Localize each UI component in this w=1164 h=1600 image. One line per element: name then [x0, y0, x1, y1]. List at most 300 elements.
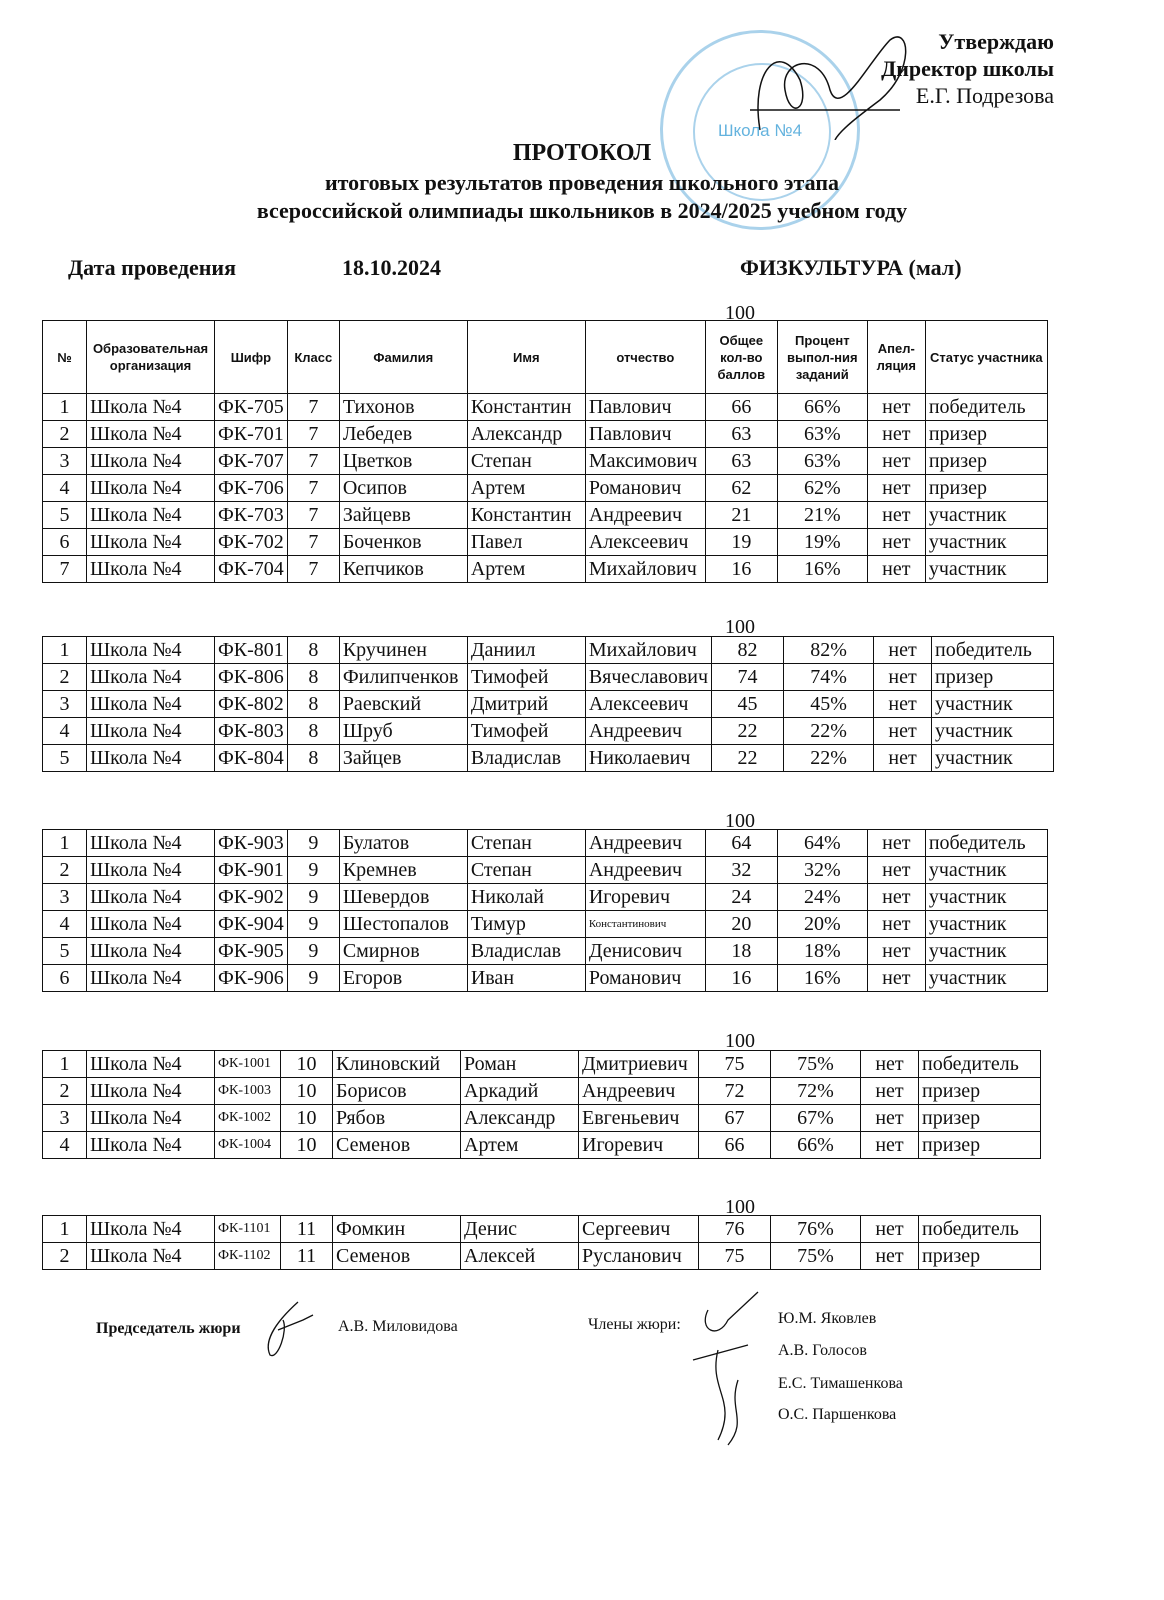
cell-organization: Школа №4: [87, 1216, 215, 1243]
results-table: [42, 1050, 1041, 1159]
cell-surname: Рябов: [333, 1105, 461, 1132]
cell-name: Степан: [467, 857, 585, 884]
table-row: [43, 637, 1054, 664]
cell-status: участник: [925, 502, 1047, 529]
cell-percent: 21%: [777, 502, 867, 529]
cell-name: Степан: [467, 448, 585, 475]
cell-surname: Кручинен: [339, 637, 467, 664]
cell-organization: Школа №4: [87, 529, 215, 556]
document-subtitle-1: итоговых результатов проведения школьного этапа: [324, 170, 840, 195]
cell-score: 72: [699, 1078, 771, 1105]
cell-number: 7: [43, 556, 87, 583]
cell-score: 24: [705, 884, 777, 911]
cell-code: ФК-905: [215, 938, 288, 965]
cell-percent: 66%: [777, 394, 867, 421]
cell-grade: 7: [287, 448, 339, 475]
cell-percent: 72%: [771, 1078, 861, 1105]
table-row: [43, 421, 1048, 448]
results-table: [42, 829, 1048, 992]
cell-code: ФК-901: [215, 857, 288, 884]
approval-block: [881, 28, 1054, 109]
cell-appeal: нет: [867, 965, 925, 992]
cell-surname: Лебедев: [339, 421, 467, 448]
cell-appeal: нет: [867, 830, 925, 857]
cell-status: призер: [925, 475, 1047, 502]
cell-grade: 7: [287, 394, 339, 421]
cell-code: ФК-1003: [215, 1078, 281, 1105]
cell-surname: Фомкин: [333, 1216, 461, 1243]
cell-score: 19: [705, 529, 777, 556]
cell-name: Тимофей: [467, 664, 585, 691]
cell-code: ФК-903: [215, 830, 288, 857]
cell-score: 22: [712, 718, 784, 745]
cell-status: участник: [932, 718, 1054, 745]
cell-patronymic: Максимович: [585, 448, 705, 475]
cell-score: 64: [705, 830, 777, 857]
cell-grade: 8: [287, 745, 339, 772]
cell-code: ФК-707: [215, 448, 288, 475]
cell-code: ФК-803: [215, 718, 288, 745]
cell-percent: 18%: [777, 938, 867, 965]
jury-chair: [96, 1320, 241, 1338]
cell-status: призер: [932, 664, 1054, 691]
cell-grade: 9: [287, 965, 339, 992]
table-row: [43, 911, 1048, 938]
cell-code: ФК-804: [215, 745, 288, 772]
cell-number: 1: [43, 394, 87, 421]
column-header: Класс: [287, 321, 339, 394]
cell-percent: 24%: [777, 884, 867, 911]
cell-percent: 20%: [777, 911, 867, 938]
jury-member: О.С. Паршенкова: [778, 1406, 897, 1423]
cell-percent: 63%: [777, 421, 867, 448]
cell-grade: 7: [287, 529, 339, 556]
cell-score: 75: [699, 1243, 771, 1270]
cell-organization: Школа №4: [87, 718, 215, 745]
cell-organization: Школа №4: [87, 556, 215, 583]
cell-status: призер: [919, 1105, 1041, 1132]
cell-status: участник: [932, 691, 1054, 718]
cell-percent: 75%: [771, 1051, 861, 1078]
cell-code: ФК-1102: [215, 1243, 281, 1270]
cell-appeal: нет: [867, 884, 925, 911]
cell-patronymic: Андреевич: [585, 857, 705, 884]
cell-organization: Школа №4: [87, 664, 215, 691]
column-header: Шифр: [215, 321, 288, 394]
cell-number: 1: [43, 1216, 87, 1243]
cell-score: 66: [705, 394, 777, 421]
cell-score: 76: [699, 1216, 771, 1243]
cell-surname: Борисов: [333, 1078, 461, 1105]
cell-patronymic: Романович: [585, 475, 705, 502]
cell-name: Иван: [467, 965, 585, 992]
cell-grade: 7: [287, 475, 339, 502]
column-header: Статус участника: [925, 321, 1047, 394]
cell-surname: Осипов: [339, 475, 467, 502]
cell-number: 4: [43, 911, 87, 938]
cell-appeal: нет: [861, 1216, 919, 1243]
table-row: [43, 718, 1054, 745]
column-header: Процент выпол-ния заданий: [777, 321, 867, 394]
cell-patronymic: Русланович: [579, 1243, 699, 1270]
cell-appeal: нет: [874, 637, 932, 664]
cell-organization: Школа №4: [87, 857, 215, 884]
cell-status: победитель: [925, 830, 1047, 857]
cell-code: ФК-1004: [215, 1132, 281, 1159]
cell-number: 3: [43, 1105, 87, 1132]
cell-grade: 11: [281, 1243, 333, 1270]
approval-heading: Утверждаю: [938, 29, 1054, 54]
cell-percent: 19%: [777, 529, 867, 556]
members-signatures: [688, 1290, 778, 1450]
cell-status: призер: [925, 421, 1047, 448]
cell-surname: Семенов: [333, 1243, 461, 1270]
cell-status: участник: [925, 938, 1047, 965]
cell-organization: Школа №4: [87, 421, 215, 448]
cell-patronymic: Михайлович: [585, 556, 705, 583]
cell-score: 16: [705, 965, 777, 992]
cell-organization: Школа №4: [87, 1078, 215, 1105]
cell-patronymic: Алексеевич: [585, 529, 705, 556]
cell-score: 63: [705, 448, 777, 475]
cell-percent: 66%: [771, 1132, 861, 1159]
cell-name: Тимофей: [467, 718, 585, 745]
jury-chair-name: А.В. Миловидова: [338, 1318, 458, 1335]
cell-code: ФК-1101: [215, 1216, 281, 1243]
table-row: [43, 884, 1048, 911]
cell-surname: Семенов: [333, 1132, 461, 1159]
cell-organization: Школа №4: [87, 1051, 215, 1078]
cell-surname: Боченков: [339, 529, 467, 556]
cell-name: Артем: [467, 556, 585, 583]
cell-grade: 7: [287, 556, 339, 583]
cell-name: Денис: [461, 1216, 579, 1243]
cell-appeal: нет: [867, 475, 925, 502]
cell-appeal: нет: [867, 394, 925, 421]
cell-patronymic: Дмитриевич: [579, 1051, 699, 1078]
cell-grade: 10: [281, 1051, 333, 1078]
cell-grade: 10: [281, 1132, 333, 1159]
cell-surname: Тихонов: [339, 394, 467, 421]
cell-grade: 8: [287, 718, 339, 745]
cell-code: ФК-703: [215, 502, 288, 529]
cell-score: 16: [705, 556, 777, 583]
cell-name: Александр: [461, 1105, 579, 1132]
cell-score: 45: [712, 691, 784, 718]
cell-score: 75: [699, 1051, 771, 1078]
max-score-label: 100: [725, 302, 755, 324]
cell-score: 63: [705, 421, 777, 448]
cell-status: участник: [932, 745, 1054, 772]
cell-name: Алексей: [461, 1243, 579, 1270]
cell-status: призер: [925, 448, 1047, 475]
cell-surname: Раевский: [339, 691, 467, 718]
cell-number: 2: [43, 664, 87, 691]
cell-grade: 8: [287, 691, 339, 718]
stamp-text: Школа №4: [717, 121, 803, 140]
table-row: [43, 691, 1054, 718]
cell-score: 62: [705, 475, 777, 502]
column-header: Образовательная организация: [87, 321, 215, 394]
cell-appeal: нет: [861, 1051, 919, 1078]
cell-score: 22: [712, 745, 784, 772]
cell-percent: 16%: [777, 965, 867, 992]
cell-percent: 16%: [777, 556, 867, 583]
cell-score: 67: [699, 1105, 771, 1132]
cell-number: 4: [43, 475, 87, 502]
cell-organization: Школа №4: [87, 448, 215, 475]
cell-number: 4: [43, 1132, 87, 1159]
table-row: [43, 1243, 1041, 1270]
cell-name: Константин: [467, 502, 585, 529]
cell-grade: 7: [287, 421, 339, 448]
cell-patronymic: Алексеевич: [585, 691, 711, 718]
cell-code: ФК-902: [215, 884, 288, 911]
cell-percent: 32%: [777, 857, 867, 884]
cell-name: Владислав: [467, 938, 585, 965]
cell-percent: 22%: [784, 718, 874, 745]
cell-patronymic: Андреевич: [579, 1078, 699, 1105]
cell-status: участник: [925, 911, 1047, 938]
cell-name: Степан: [467, 830, 585, 857]
cell-name: Артем: [461, 1132, 579, 1159]
column-header: Фамилия: [339, 321, 467, 394]
cell-grade: 10: [281, 1105, 333, 1132]
cell-name: Роман: [461, 1051, 579, 1078]
cell-grade: 9: [287, 857, 339, 884]
cell-score: 20: [705, 911, 777, 938]
cell-organization: Школа №4: [87, 637, 215, 664]
cell-name: Аркадий: [461, 1078, 579, 1105]
cell-organization: Школа №4: [87, 394, 215, 421]
cell-code: ФК-904: [215, 911, 288, 938]
column-header: Общее кол-во баллов: [705, 321, 777, 394]
cell-appeal: нет: [867, 448, 925, 475]
cell-number: 3: [43, 448, 87, 475]
chair-signature: [258, 1300, 318, 1360]
cell-appeal: нет: [861, 1105, 919, 1132]
cell-code: ФК-704: [215, 556, 288, 583]
cell-surname: Егоров: [339, 965, 467, 992]
cell-number: 2: [43, 1078, 87, 1105]
cell-organization: Школа №4: [87, 745, 215, 772]
cell-surname: Кепчиков: [339, 556, 467, 583]
table-row: [43, 502, 1048, 529]
document-title: ПРОТОКОЛ: [512, 140, 652, 166]
cell-status: участник: [925, 556, 1047, 583]
results-table: [42, 320, 1048, 583]
table-row: [43, 745, 1054, 772]
table-row: [43, 448, 1048, 475]
cell-name: Даниил: [467, 637, 585, 664]
cell-grade: 11: [281, 1216, 333, 1243]
cell-surname: Зайцевв: [339, 502, 467, 529]
cell-patronymic: Михайлович: [585, 637, 711, 664]
cell-patronymic: Романович: [585, 965, 705, 992]
cell-status: участник: [925, 857, 1047, 884]
cell-score: 18: [705, 938, 777, 965]
table-row: [43, 857, 1048, 884]
results-table: [42, 636, 1054, 772]
cell-appeal: нет: [874, 691, 932, 718]
cell-surname: Филипченков: [339, 664, 467, 691]
cell-appeal: нет: [867, 529, 925, 556]
results-table: [42, 1215, 1041, 1270]
cell-organization: Школа №4: [87, 1105, 215, 1132]
cell-patronymic: Сергеевич: [579, 1216, 699, 1243]
max-score-label: 100: [725, 810, 755, 832]
cell-status: участник: [925, 529, 1047, 556]
approval-position: Директор школы: [881, 56, 1054, 81]
cell-name: Александр: [467, 421, 585, 448]
cell-organization: Школа №4: [87, 502, 215, 529]
cell-percent: 22%: [784, 745, 874, 772]
cell-surname: Смирнов: [339, 938, 467, 965]
cell-number: 4: [43, 718, 87, 745]
cell-surname: Шевердов: [339, 884, 467, 911]
cell-percent: 76%: [771, 1216, 861, 1243]
cell-number: 1: [43, 637, 87, 664]
cell-status: победитель: [932, 637, 1054, 664]
cell-score: 74: [712, 664, 784, 691]
cell-status: победитель: [925, 394, 1047, 421]
cell-patronymic: Андреевич: [585, 718, 711, 745]
table-row: [43, 1132, 1041, 1159]
cell-grade: 9: [287, 884, 339, 911]
cell-organization: Школа №4: [87, 938, 215, 965]
cell-organization: Школа №4: [87, 475, 215, 502]
cell-number: 5: [43, 745, 87, 772]
cell-code: ФК-806: [215, 664, 288, 691]
cell-appeal: нет: [867, 502, 925, 529]
cell-grade: 7: [287, 502, 339, 529]
cell-patronymic: Павлович: [585, 394, 705, 421]
cell-patronymic: Андреевич: [585, 502, 705, 529]
subject-label: ФИЗКУЛЬТУРА (мал): [740, 255, 962, 280]
column-header: №: [43, 321, 87, 394]
date-label: Дата проведения: [68, 255, 237, 280]
cell-appeal: нет: [874, 745, 932, 772]
cell-code: ФК-1002: [215, 1105, 281, 1132]
cell-surname: Шруб: [339, 718, 467, 745]
cell-number: 5: [43, 502, 87, 529]
cell-percent: 63%: [777, 448, 867, 475]
cell-organization: Школа №4: [87, 830, 215, 857]
cell-code: ФК-1001: [215, 1051, 281, 1078]
column-header: Апел-ляция: [867, 321, 925, 394]
cell-number: 2: [43, 1243, 87, 1270]
cell-appeal: нет: [867, 857, 925, 884]
table-row: [43, 965, 1048, 992]
cell-organization: Школа №4: [87, 911, 215, 938]
jury-member: А.В. Голосов: [778, 1342, 867, 1359]
date-value: 18.10.2024: [342, 255, 441, 280]
cell-appeal: нет: [867, 938, 925, 965]
jury-chair-label: Председатель жюри: [96, 1320, 241, 1337]
cell-patronymic: Евгеньевич: [579, 1105, 699, 1132]
cell-code: ФК-701: [215, 421, 288, 448]
cell-surname: Булатов: [339, 830, 467, 857]
max-score-label: 100: [725, 1030, 755, 1052]
cell-number: 6: [43, 529, 87, 556]
cell-organization: Школа №4: [87, 965, 215, 992]
document-subtitle-2: всероссийской олимпиады школьников в 2024/2025 учебном году: [256, 198, 908, 223]
cell-patronymic: Игоревич: [585, 884, 705, 911]
cell-status: победитель: [919, 1216, 1041, 1243]
cell-patronymic: Вячеславович: [585, 664, 711, 691]
cell-organization: Школа №4: [87, 691, 215, 718]
max-score-label: 100: [725, 616, 755, 638]
approval-name: Е.Г. Подрезова: [915, 83, 1054, 108]
table-row: [43, 556, 1048, 583]
cell-score: 21: [705, 502, 777, 529]
cell-grade: 9: [287, 938, 339, 965]
cell-patronymic: Андреевич: [585, 830, 705, 857]
cell-name: Владислав: [467, 745, 585, 772]
cell-organization: Школа №4: [87, 884, 215, 911]
cell-patronymic: Игоревич: [579, 1132, 699, 1159]
cell-appeal: нет: [874, 664, 932, 691]
cell-percent: 45%: [784, 691, 874, 718]
cell-code: ФК-702: [215, 529, 288, 556]
table-row: [43, 475, 1048, 502]
jury-member: Ю.М. Яковлев: [778, 1310, 877, 1327]
table-row: [43, 830, 1048, 857]
cell-status: призер: [919, 1243, 1041, 1270]
table-row: [43, 394, 1048, 421]
cell-number: 1: [43, 1051, 87, 1078]
cell-name: Константин: [467, 394, 585, 421]
column-header: Имя: [467, 321, 585, 394]
table-header-row: [43, 321, 1048, 394]
cell-score: 66: [699, 1132, 771, 1159]
cell-surname: Зайцев: [339, 745, 467, 772]
cell-patronymic: Денисович: [585, 938, 705, 965]
cell-status: призер: [919, 1132, 1041, 1159]
cell-appeal: нет: [867, 556, 925, 583]
cell-appeal: нет: [861, 1243, 919, 1270]
cell-status: победитель: [919, 1051, 1041, 1078]
cell-code: ФК-705: [215, 394, 288, 421]
table-row: [43, 1105, 1041, 1132]
cell-name: Николай: [467, 884, 585, 911]
cell-percent: 74%: [784, 664, 874, 691]
cell-number: 6: [43, 965, 87, 992]
jury-member: Е.С. Тимашенкова: [778, 1375, 903, 1392]
table-row: [43, 1051, 1041, 1078]
cell-grade: 8: [287, 664, 339, 691]
cell-appeal: нет: [867, 421, 925, 448]
cell-name: Тимур: [467, 911, 585, 938]
table-row: [43, 1078, 1041, 1105]
jury-members-label: Члены жюри:: [588, 1316, 681, 1333]
cell-surname: Цветков: [339, 448, 467, 475]
cell-score: 32: [705, 857, 777, 884]
cell-code: ФК-906: [215, 965, 288, 992]
table-row: [43, 664, 1054, 691]
cell-status: участник: [925, 965, 1047, 992]
column-header: отчество: [585, 321, 705, 394]
cell-surname: Кремнев: [339, 857, 467, 884]
cell-code: ФК-706: [215, 475, 288, 502]
cell-organization: Школа №4: [87, 1132, 215, 1159]
table-row: [43, 529, 1048, 556]
max-score-label: 100: [725, 1196, 755, 1218]
cell-name: Артем: [467, 475, 585, 502]
cell-grade: 9: [287, 830, 339, 857]
cell-grade: 10: [281, 1078, 333, 1105]
cell-appeal: нет: [867, 911, 925, 938]
